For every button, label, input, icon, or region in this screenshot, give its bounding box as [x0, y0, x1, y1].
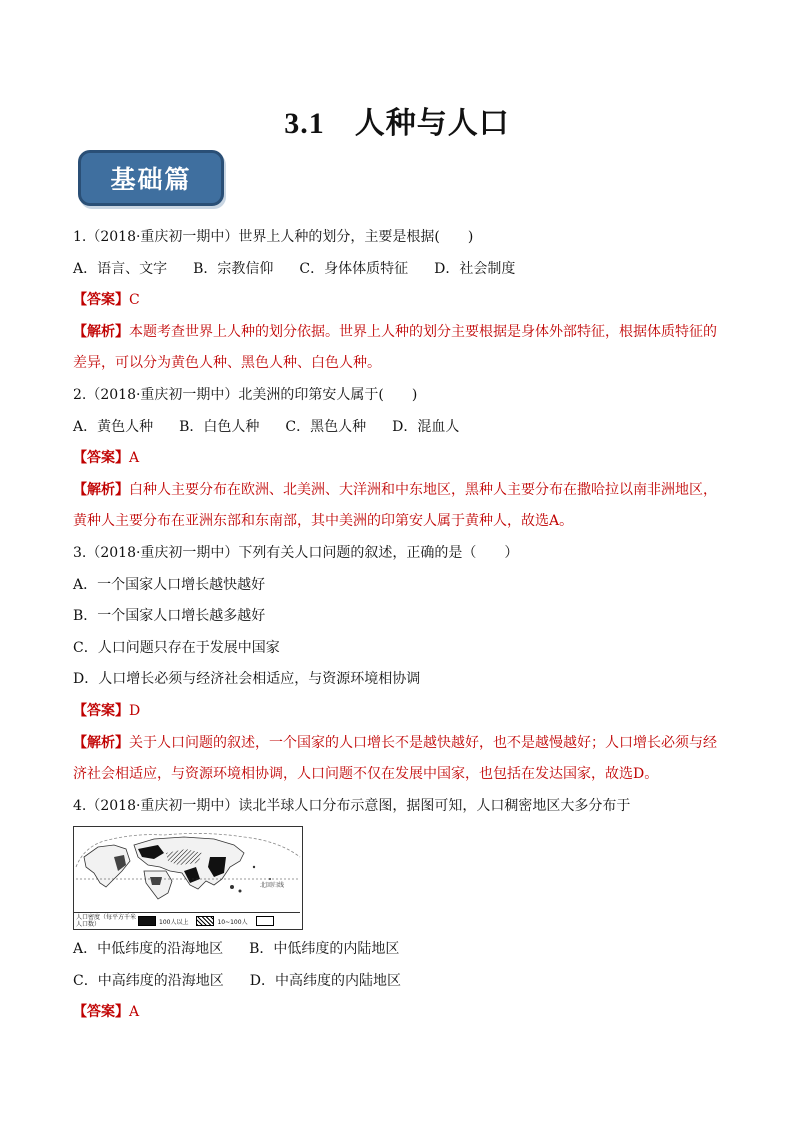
world-map-graphic [74, 827, 302, 913]
title-number: 3.1 [284, 107, 325, 140]
population-map [73, 826, 303, 930]
q3-stem: 3.（2018·重庆初一期中）下列有关人口问题的叙述，正确的是（ ） [73, 544, 519, 561]
q4-option-d: D．中高纬度的内陆地区 [249, 972, 401, 989]
q1-answer: 【答案】C [73, 292, 140, 309]
map-legend [74, 912, 300, 929]
legend-swatch-low [256, 916, 274, 926]
q1-analysis: 【解析】本题考查世界上人种的划分依据。世界上人种的划分主要根据是身体外部特征，根据体质特征的 [73, 323, 717, 340]
question-list [73, 222, 721, 1029]
q1-option-a: A．语言、文字 [73, 260, 168, 277]
q3-option-d: D．人口增长必须与经济社会相适应，与资源环境相协调 [73, 671, 421, 688]
q3-analysis: 【解析】关于人口问题的叙述，一个国家的人口增长不是越快越好，也不是越慢越好；人口增长必须与经 [73, 734, 717, 751]
legend-title: 人口密度（每平方千米人口数） [76, 914, 137, 929]
q2-answer: 【答案】A [73, 450, 140, 467]
q3-option-b: B．一个国家人口增长越多越好 [73, 608, 266, 625]
q1-option-c: C．身体体质特征 [299, 260, 409, 277]
q2-option-d: D．混血人 [392, 418, 460, 435]
q2-analysis: 【解析】白种人主要分布在欧洲、北美洲、大洋洲和中东地区，黑种人主要分布在撒哈拉以南非洲地区， [73, 481, 717, 498]
q2-option-b: B．白色人种 [179, 418, 260, 435]
legend-mid-label: 10~100人 [217, 918, 248, 926]
q4-option-b: B．中低纬度的内陆地区 [249, 941, 400, 958]
q1-analysis-cont: 差异，可以分为黄色人种、黑色人种、白色人种。 [73, 355, 381, 372]
section-badge: 基础篇 [78, 150, 224, 206]
q3-analysis-cont: 济社会相适应，与资源环境相协调，人口问题不仅在发展中国家，也包括在发达国家，故选D。 [73, 766, 659, 783]
q3-option-c: C．人口问题只存在于发展中国家 [73, 639, 280, 656]
q2-options [73, 412, 721, 444]
q4-options-row1 [73, 934, 721, 966]
q1-stem: 1.（2018·重庆初一期中）世界上人种的划分，主要是根据( ) [73, 229, 474, 245]
q3-answer: 【答案】D [73, 702, 141, 719]
q2-option-c: C．黑色人种 [285, 418, 367, 435]
q3-option-a: A．一个国家人口增长越快越好 [73, 576, 266, 593]
q4-answer: 【答案】A [73, 1004, 140, 1021]
legend-swatch-mid [196, 916, 214, 926]
q4-options-row2 [73, 966, 721, 998]
q4-option-a: A．中低纬度的沿海地区 [73, 941, 224, 958]
q1-options [73, 254, 721, 286]
q1-option-b: B．宗教信仰 [193, 260, 274, 277]
q2-option-a: A．黄色人种 [73, 418, 154, 435]
tropic-label: 北回归线 [260, 882, 285, 890]
q1-option-d: D．社会制度 [434, 260, 516, 277]
title-text: 人种与人口 [354, 106, 510, 141]
legend-swatch-high [138, 916, 156, 926]
q4-option-c: C．中高纬度的沿海地区 [73, 972, 224, 989]
q4-stem: 4.（2018·重庆初一期中）读北半球人口分布示意图，据图可知，人口稠密地区大多分布于 [73, 797, 631, 814]
page-title [0, 98, 794, 142]
legend-high-label: 100人以上 [159, 918, 189, 926]
q2-stem: 2.（2018·重庆初一期中）北美洲的印第安人属于( ) [73, 386, 418, 403]
q2-analysis-cont: 黄种人主要分布在亚洲东部和东南部，其中美洲的印第安人属于黄种人，故选A。 [73, 513, 574, 530]
